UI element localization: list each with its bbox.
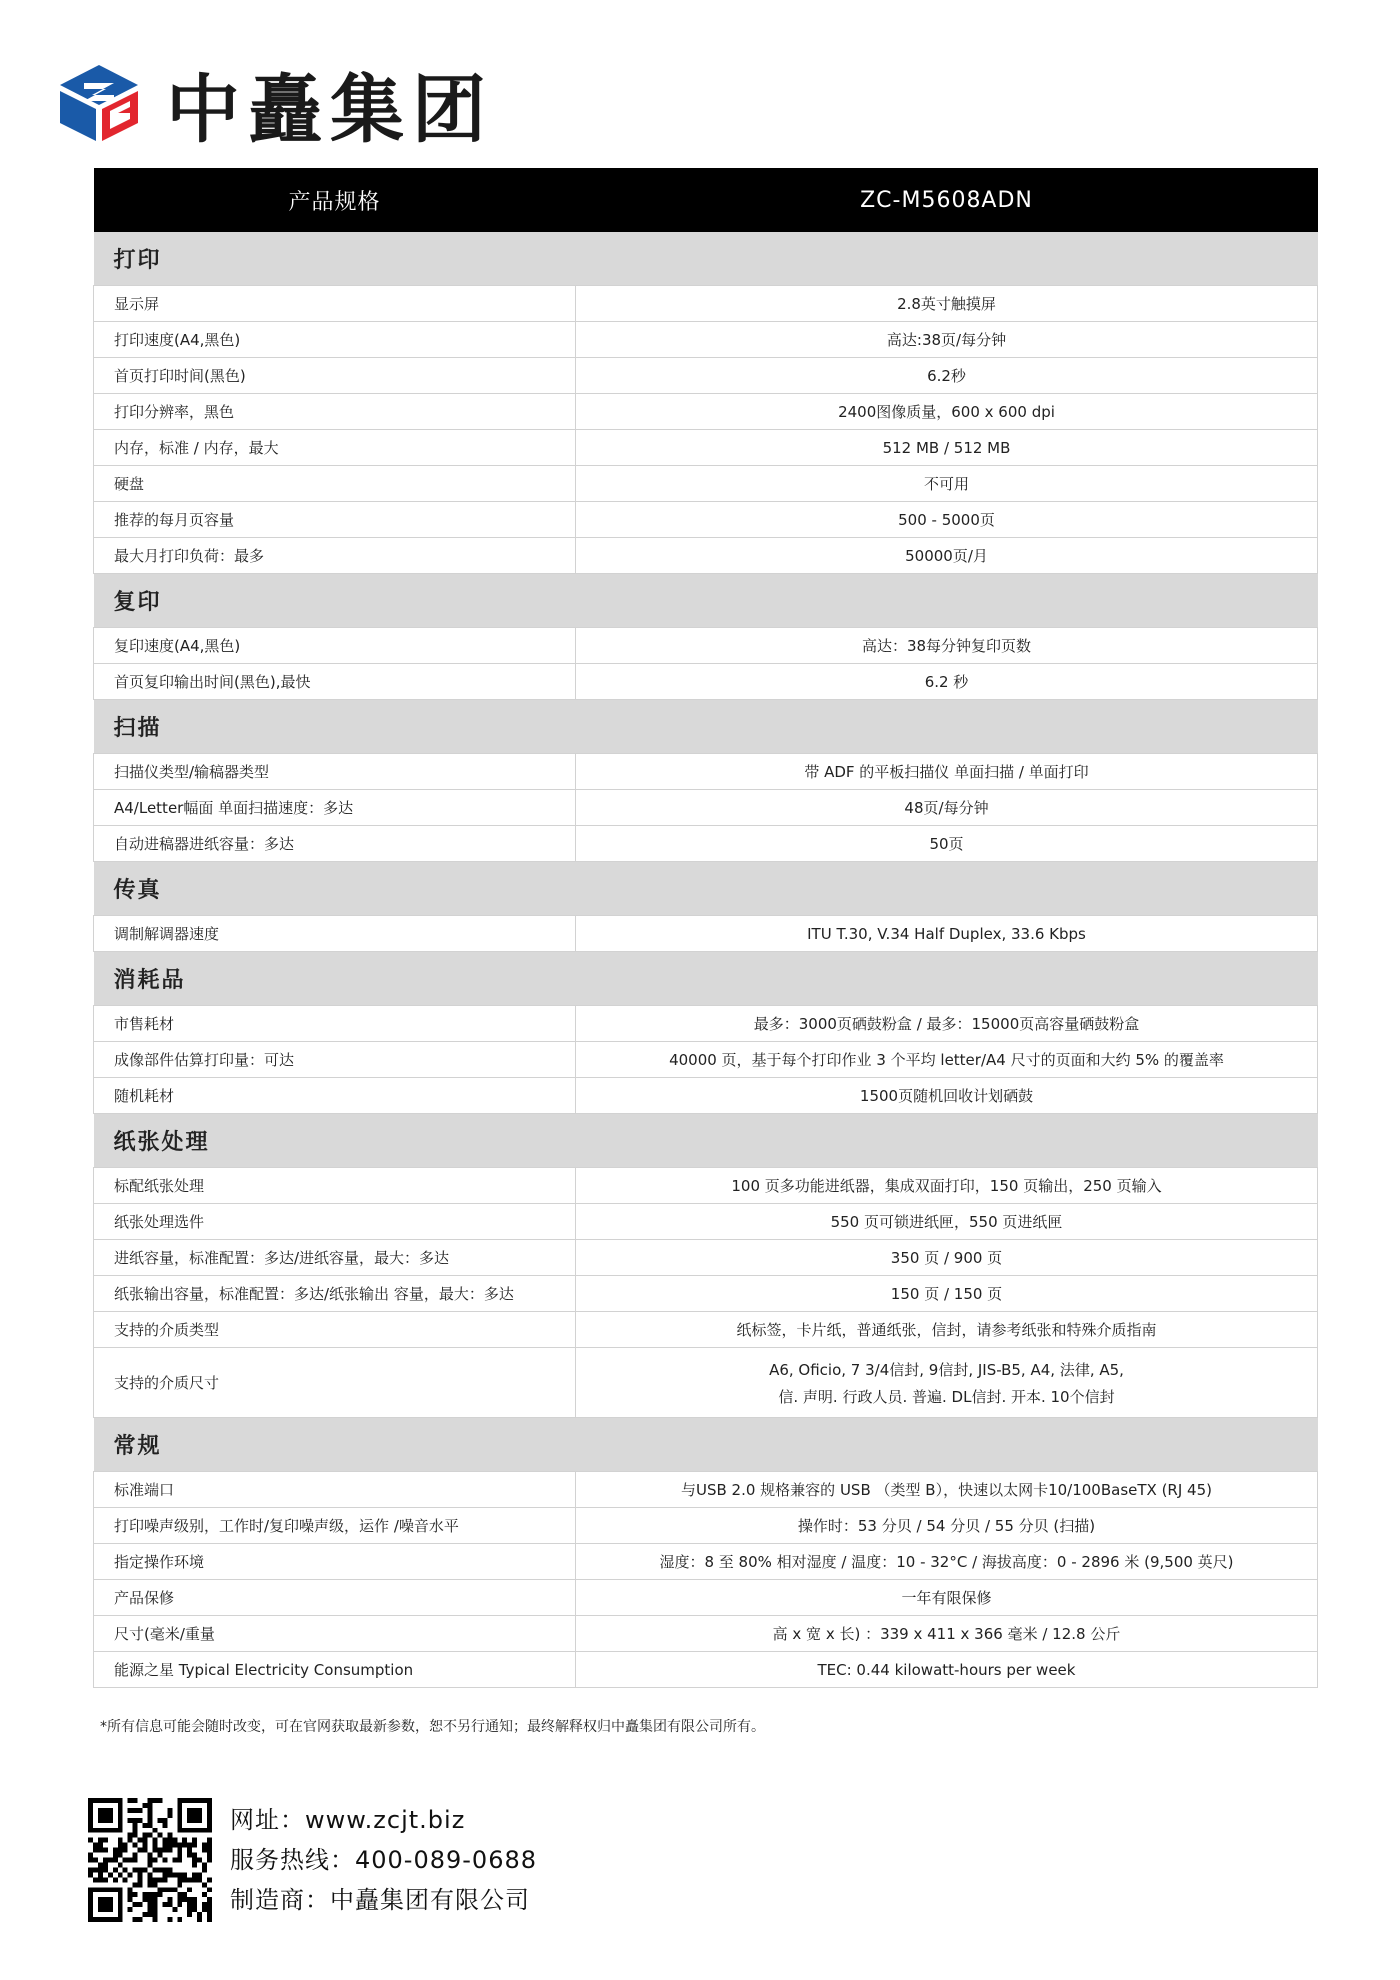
- spec-key: 尺寸(毫米/重量: [94, 1616, 576, 1652]
- spec-value: 500 - 5000页: [576, 502, 1318, 538]
- spec-value: 带 ADF 的平板扫描仪 单面扫描 / 单面打印: [576, 754, 1318, 790]
- spec-value: 512 MB / 512 MB: [576, 430, 1318, 466]
- spec-key: 硬盘: [94, 466, 576, 502]
- spec-row: [94, 1508, 1318, 1544]
- spec-key: 能源之星 Typical Electricity Consumption: [94, 1652, 576, 1688]
- website-text: 网址：www.zcjt.biz: [230, 1806, 466, 1834]
- spec-row: [94, 322, 1318, 358]
- spec-value: 550 页可锁进纸匣，550 页进纸匣: [576, 1204, 1318, 1240]
- spec-value: 6.2秒: [576, 358, 1318, 394]
- spec-row: [94, 1652, 1318, 1688]
- spec-value: 6.2 秒: [576, 664, 1318, 700]
- manufacturer-text: 制造商：中矗集团有限公司: [230, 1886, 530, 1914]
- spec-key: 首页打印时间(黑色): [94, 358, 576, 394]
- spec-row: [94, 286, 1318, 322]
- spec-row: [94, 1042, 1318, 1078]
- spec-key: 打印噪声级别，工作时/复印噪声级，运作 /噪音水平: [94, 1508, 576, 1544]
- section-title: 传真: [94, 862, 1318, 916]
- header-model: ZC-M5608ADN: [576, 168, 1318, 232]
- header-label: 产品规格: [94, 168, 576, 232]
- section-title: 常规: [94, 1418, 1318, 1472]
- spec-key: 支持的介质尺寸: [94, 1348, 576, 1418]
- spec-key: 纸张输出容量，标准配置：多达/纸张输出 容量，最大：多达: [94, 1276, 576, 1312]
- spec-row: [94, 538, 1318, 574]
- spec-value: 高达：38每分钟复印页数: [576, 628, 1318, 664]
- spec-key: 产品保修: [94, 1580, 576, 1616]
- spec-key: 标准端口: [94, 1472, 576, 1508]
- spec-row: [94, 916, 1318, 952]
- spec-row: [94, 1580, 1318, 1616]
- spec-row: [94, 826, 1318, 862]
- spec-row: [94, 1312, 1318, 1348]
- spec-value: 不可用: [576, 466, 1318, 502]
- spec-key: 支持的介质类型: [94, 1312, 576, 1348]
- zc-logo-icon: [56, 61, 142, 147]
- spec-row: [94, 628, 1318, 664]
- spec-row: [94, 466, 1318, 502]
- section-header-row: [94, 862, 1318, 916]
- section-title: 消耗品: [94, 952, 1318, 1006]
- section-header-row: [94, 1114, 1318, 1168]
- spec-value: 2.8英寸触摸屏: [576, 286, 1318, 322]
- spec-value: 48页/每分钟: [576, 790, 1318, 826]
- qr-code-icon: [88, 1798, 212, 1922]
- spec-value: ITU T.30, V.34 Half Duplex, 33.6 Kbps: [576, 916, 1318, 952]
- spec-value: 纸标签，卡片纸，普通纸张，信封，请参考纸张和特殊介质指南: [576, 1312, 1318, 1348]
- spec-row: [94, 664, 1318, 700]
- spec-key: 自动进稿器进纸容量：多达: [94, 826, 576, 862]
- footnote: *所有信息可能会随时改变，可在官网获取最新参数，恕不另行通知；最终解释权归中矗集团有限公司所有。: [100, 1719, 765, 1735]
- spec-row: [94, 1472, 1318, 1508]
- brand-name: 中矗集团: [166, 67, 494, 153]
- hotline-text: 服务热线：400-089-0688: [230, 1846, 538, 1874]
- spec-value: 150 页 / 150 页: [576, 1276, 1318, 1312]
- spec-value: 40000 页，基于每个打印作业 3 个平均 letter/A4 尺寸的页面和大约 5% 的覆盖率: [576, 1042, 1318, 1078]
- spec-table: [93, 168, 1318, 1688]
- spec-value: 100 页多功能进纸器，集成双面打印，150 页输出，250 页输入: [576, 1168, 1318, 1204]
- section-header-row: [94, 700, 1318, 754]
- spec-key: 打印分辨率，黑色: [94, 394, 576, 430]
- spec-row: [94, 430, 1318, 466]
- contact-block: [230, 1800, 537, 1920]
- spec-value: 操作时：53 分贝 / 54 分贝 / 55 分贝 (扫描): [576, 1508, 1318, 1544]
- spec-key: 扫描仪类型/输稿器类型: [94, 754, 576, 790]
- spec-row: [94, 394, 1318, 430]
- spec-row: [94, 790, 1318, 826]
- spec-key: 首页复印输出时间(黑色),最快: [94, 664, 576, 700]
- spec-row: [94, 1616, 1318, 1652]
- spec-row: [94, 754, 1318, 790]
- spec-key: A4/Letter幅面 单面扫描速度：多达: [94, 790, 576, 826]
- spec-row: [94, 358, 1318, 394]
- section-header-row: [94, 1418, 1318, 1472]
- spec-value: TEC: 0.44 kilowatt-hours per week: [576, 1652, 1318, 1688]
- spec-key: 复印速度(A4,黑色): [94, 628, 576, 664]
- section-title: 打印: [94, 232, 1318, 286]
- spec-key: 进纸容量，标准配置：多达/进纸容量，最大：多达: [94, 1240, 576, 1276]
- spec-value: 最多：3000页硒鼓粉盒 / 最多：15000页高容量硒鼓粉盒: [576, 1006, 1318, 1042]
- spec-row: [94, 1544, 1318, 1580]
- spec-row: [94, 1348, 1318, 1418]
- spec-row: [94, 1276, 1318, 1312]
- section-header-row: [94, 232, 1318, 286]
- spec-row: [94, 1006, 1318, 1042]
- spec-key: 调制解调器速度: [94, 916, 576, 952]
- spec-key: 指定操作环境: [94, 1544, 576, 1580]
- spec-key: 内存，标准 / 内存，最大: [94, 430, 576, 466]
- spec-value: 一年有限保修: [576, 1580, 1318, 1616]
- section-title: 复印: [94, 574, 1318, 628]
- spec-key: 随机耗材: [94, 1078, 576, 1114]
- section-title: 扫描: [94, 700, 1318, 754]
- spec-value: 50000页/月: [576, 538, 1318, 574]
- spec-key: 纸张处理选件: [94, 1204, 576, 1240]
- spec-row: [94, 1204, 1318, 1240]
- spec-key: 最大月打印负荷：最多: [94, 538, 576, 574]
- spec-value-line: 信. 声明. 行政人员. 普遍. DL信封. 开本. 10个信封: [778, 1387, 1115, 1406]
- spec-value: 高 x 宽 x 长) ：339 x 411 x 366 毫米 / 12.8 公斤: [576, 1616, 1318, 1652]
- brand-logo: [56, 52, 494, 156]
- spec-row: [94, 502, 1318, 538]
- spec-row: [94, 1078, 1318, 1114]
- spec-key: 市售耗材: [94, 1006, 576, 1042]
- section-header-row: [94, 574, 1318, 628]
- spec-key: 显示屏: [94, 286, 576, 322]
- spec-value: 350 页 / 900 页: [576, 1240, 1318, 1276]
- section-title: 纸张处理: [94, 1114, 1318, 1168]
- spec-value-line: A6, Oficio, 7 3/4信封, 9信封, JIS-B5, A4, 法律, A5,: [769, 1360, 1124, 1379]
- spec-value-cell: [576, 1348, 1318, 1418]
- spec-row: [94, 1240, 1318, 1276]
- spec-row: [94, 1168, 1318, 1204]
- spec-value: 与USB 2.0 规格兼容的 USB （类型 B），快速以太网卡10/100BaseTX (RJ 45): [576, 1472, 1318, 1508]
- table-header-row: [94, 168, 1318, 232]
- spec-key: 打印速度(A4,黑色): [94, 322, 576, 358]
- spec-value: 2400图像质量，600 x 600 dpi: [576, 394, 1318, 430]
- spec-value: 1500页随机回收计划硒鼓: [576, 1078, 1318, 1114]
- spec-key: 标配纸张处理: [94, 1168, 576, 1204]
- spec-key: 成像部件估算打印量：可达: [94, 1042, 576, 1078]
- spec-value: 湿度：8 至 80% 相对湿度 / 温度：10 - 32°C / 海拔高度：0 - 2896 米 (9,500 英尺): [576, 1544, 1318, 1580]
- section-header-row: [94, 952, 1318, 1006]
- spec-value: 50页: [576, 826, 1318, 862]
- spec-key: 推荐的每月页容量: [94, 502, 576, 538]
- spec-value: 高达:38页/每分钟: [576, 322, 1318, 358]
